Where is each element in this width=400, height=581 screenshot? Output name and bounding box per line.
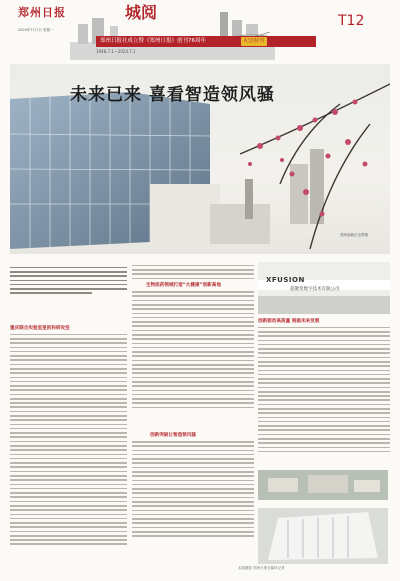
aerial-photo-shapes (258, 470, 388, 500)
section-title: 城阅 (125, 3, 158, 22)
aerial-campus-photo (258, 470, 388, 500)
article-column-1 (10, 325, 127, 560)
photo-credit: 本版摄影 郑州日报全媒体记者 (238, 566, 285, 570)
article-column-4 (258, 318, 390, 468)
page-headline: 未来已来 喜看智造领风骚 (70, 85, 275, 105)
anniversary-dates: 1948.7.1—2024.7.1 (96, 49, 136, 54)
xfusion-sign: 超聚变数字技术有限公司 (290, 287, 340, 292)
modern-building-photo (258, 508, 388, 564)
article-column-2 (132, 262, 254, 427)
special-edition-badge: 纪念特刊 (241, 37, 267, 46)
anniversary-banner: 郑州日报社成立暨《郑州日报》创刊76周年 (96, 36, 316, 47)
publication-date: 2024年7月1日 星期一 (18, 28, 54, 32)
xfusion-logo: XFUSION (266, 276, 305, 284)
section-heading: 创新驱动高质量 刻画未来发展 (258, 319, 320, 324)
page-number: T12 (338, 13, 365, 29)
photo-caption: 郑州高新区全景图 (340, 233, 368, 237)
building-photo-shapes (258, 508, 388, 564)
section-heading: 重庆联合实验室里的科研攻坚 (10, 326, 70, 331)
section-heading: 生物医药领域打造“大健康”创新高地 (146, 283, 221, 289)
masthead: 郑州日报 (18, 6, 66, 19)
section-heading: 创新突破让智造领风骚 (150, 433, 196, 438)
intro-paragraph (10, 264, 127, 324)
article-column-3 (132, 432, 254, 560)
